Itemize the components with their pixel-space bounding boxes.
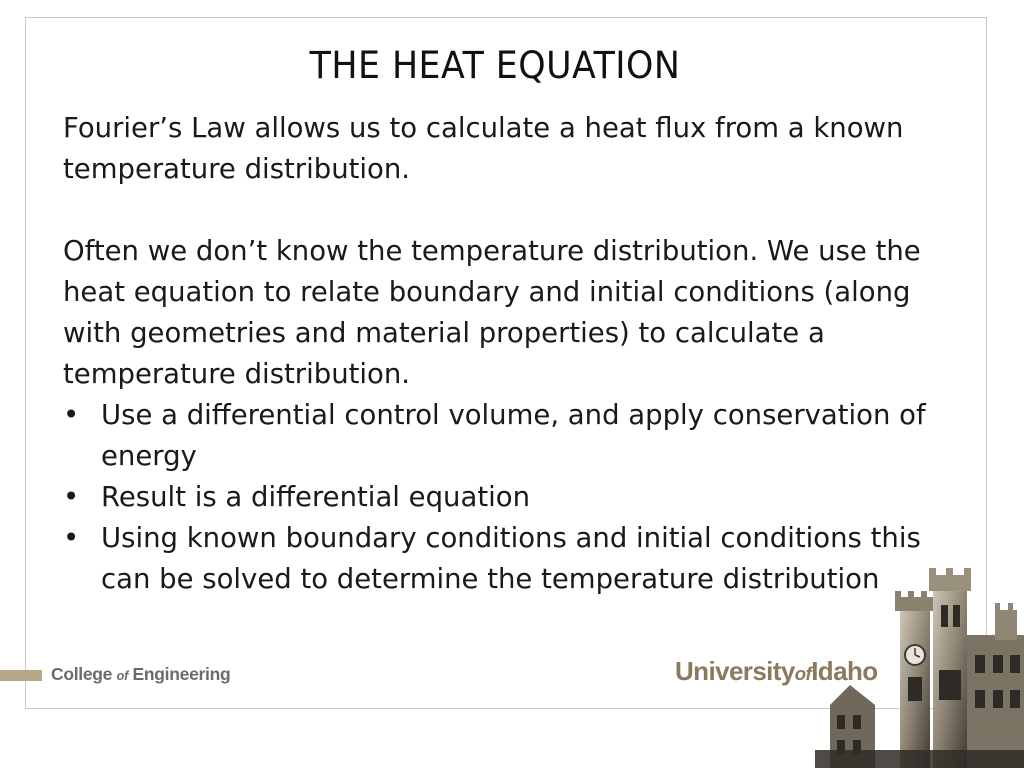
bullet-item	[63, 518, 943, 600]
bullet-item	[63, 477, 943, 518]
bullet-icon: •	[63, 481, 80, 513]
bullet-icon: •	[63, 399, 80, 431]
slide-title: THE HEAT EQUATION	[309, 44, 681, 87]
college-of-engineering-logo	[51, 664, 230, 685]
bullet-list	[63, 395, 943, 600]
footer-accent-bar	[0, 670, 42, 681]
bullet-text: Use a differential control volume, and apply conservation of energy	[101, 399, 926, 472]
university-text-1: University	[675, 656, 795, 686]
paragraph-heat-equation: Often we don’t know the temperature distribution. We use the heat equation to relate boundary and initial conditions (along with geometries and material properties) to calculate a temperature distribution.	[63, 235, 921, 390]
administration-building-icon	[815, 565, 1024, 768]
college-text-of: of	[116, 669, 128, 683]
college-text-2: Engineering	[127, 664, 231, 684]
paragraph-gap	[63, 190, 943, 231]
bullet-item	[63, 395, 943, 477]
college-text-1: College	[51, 664, 117, 684]
university-text-2: Idaho	[811, 656, 878, 686]
slide-content	[63, 108, 943, 600]
bullet-icon: •	[63, 522, 80, 554]
bullet-text: Using known boundary conditions and initial conditions this can be solved to determine the temperature distribution	[101, 522, 921, 595]
university-text-of: of	[794, 663, 812, 684]
bullet-text: Result is a differential equation	[101, 481, 531, 513]
paragraph-fourier: Fourier’s Law allows us to calculate a heat flux from a known temperature distribution.	[63, 112, 904, 185]
